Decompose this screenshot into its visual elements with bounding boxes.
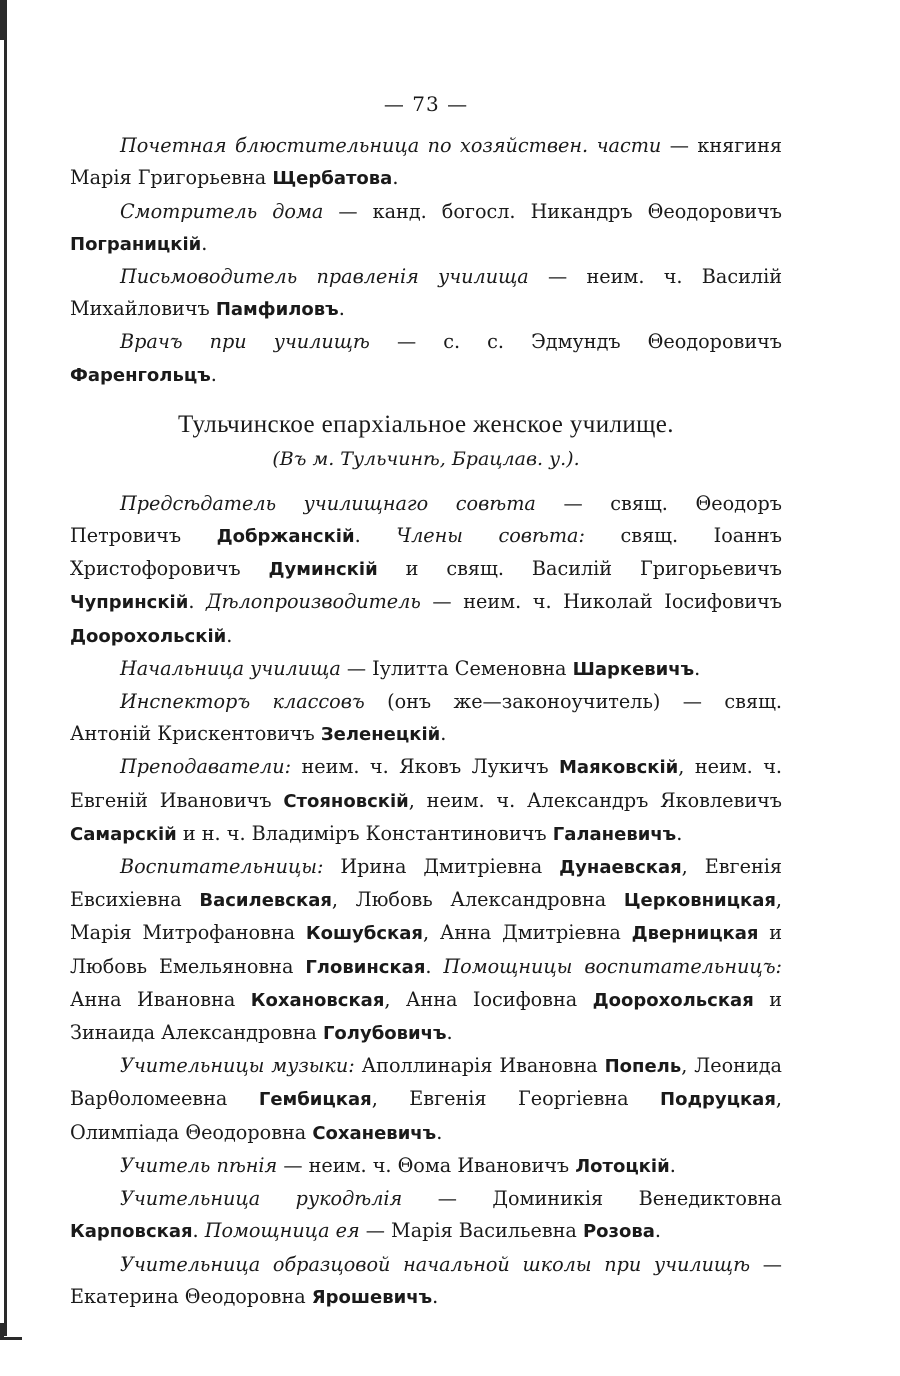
paragraph-singing-teacher: Учитель пѣнія — неим. ч. Θома Ивановичъ Лотоцкій. — [120, 1153, 676, 1177]
binding-edge-top — [0, 0, 21, 40]
binding-edge-bottom — [0, 1323, 22, 1340]
paragraph-honorary-guardian: Почетная блюстительница по хозяйствен. части — княгиня Марія Григорьевна Щербатова. — [70, 134, 782, 190]
paragraph-tutors: Воспитательницы: Ирина Дмитріевна Дунаевская, Евгенія Евсихіевна Василевская, Любовь Александровна Церковницкая, Марія Митрофановна Кошубская, Анна Дмитріевна Дверницкая и Любовь Емельяновна Гловинская. Помощницы воспитательницъ: Анна Ивановна Кохановская, Анна Іосифовна Доорохольская и Зинаида Александровна Голубовичъ. — [70, 855, 783, 1045]
paragraph-music-teachers: Учительницы музыки: Аполлинарія Ивановна Попель, Леонида Варθоломеевна Гембицкая, Евгенія Георгіевна Подруцкая, Олимпіада Θеодоровна Соханевичъ. — [70, 1054, 782, 1144]
paragraph-model-school-teacher: Учительница образцовой начальной школы при училищѣ — Екатерина Θеодоровна Ярошевичъ. — [70, 1252, 782, 1308]
page-number: — 73 — — [383, 92, 469, 116]
paragraph-inspector: Инспекторъ классовъ (онъ же—законоучитель) — свящ. Антоній Крискентовичъ Зеленецкій. — [70, 690, 783, 746]
page-body — [70, 88, 782, 1314]
paragraph-clerk: Письмоводитель правленія училища — неим. ч. Василій Михайловичъ Памфиловъ. — [70, 265, 782, 321]
paragraph-house-supervisor: Смотритель дома — канд. богосл. Никандръ Θеодоровичъ Пограницкій. — [70, 199, 782, 255]
paragraph-council: Предсѣдатель училищнаго совѣта — свящ. Θеодоръ Петровичъ Добржанскій. Члены совѣта: свящ. Іоаннъ Христофоровичъ Думинскій и свящ. Василій Григорьевичъ Чупринскій. Дѣлопроизводитель — неим. ч. Николай Іосифовичъ Доорохольскій. — [70, 491, 783, 647]
paragraph-needlework-teacher: Учительница рукодѣлія — Доминикія Венедиктовна Карповская. Помощница ея — Марія Васильевна Розова. — [70, 1187, 782, 1243]
section-subtitle: (Въ м. Тульчинѣ, Брацлав. у.). — [272, 447, 580, 470]
paragraph-headmistress: Начальница училища — Іулитта Семеновна Шаркевичъ. — [120, 656, 701, 680]
paragraph-teachers: Преподаватели: неим. ч. Яковъ Лукичъ Маяковскій, неим. ч. Евгеній Ивановичъ Стояновскій, неим. ч. Александръ Яковлевичъ Самарскій и н. ч. Владиміръ Константиновичъ Галаневичъ. — [70, 755, 782, 845]
paragraph-doctor: Врачъ при училищѣ — с. с. Эдмундъ Θеодоровичъ Фаренгольцъ. — [70, 330, 782, 386]
binding-edge — [4, 0, 7, 1336]
section-title: Тульчинское епархіальное женское училище. — [178, 410, 674, 438]
